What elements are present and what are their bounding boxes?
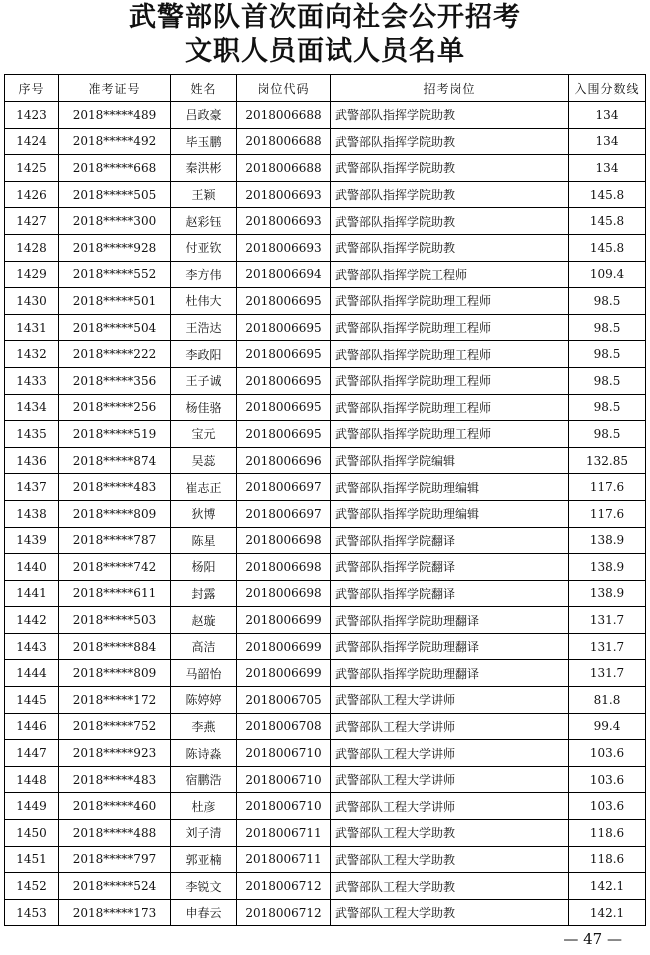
cell-post-code: 2018006712 <box>237 899 331 926</box>
cell-post: 武警部队指挥学院助教 <box>331 181 569 208</box>
cell-serial: 1424 <box>5 128 59 155</box>
cell-post-code: 2018006693 <box>237 208 331 235</box>
cell-serial: 1441 <box>5 580 59 607</box>
table-header-row <box>5 75 646 102</box>
cell-ticket-number: 2018*****519 <box>59 421 171 448</box>
cell-post: 武警部队工程大学助教 <box>331 846 569 873</box>
cell-score-line: 98.5 <box>569 421 646 448</box>
header-post: 招考岗位 <box>331 75 569 102</box>
cell-name: 杜彦 <box>171 793 237 820</box>
cell-serial: 1434 <box>5 394 59 421</box>
cell-score-line: 131.7 <box>569 607 646 634</box>
document-title-line-2: 文职人员面试人员名单 <box>185 36 465 67</box>
cell-serial: 1425 <box>5 155 59 182</box>
cell-post: 武警部队工程大学讲师 <box>331 713 569 740</box>
cell-post: 武警部队指挥学院翻译 <box>331 554 569 581</box>
cell-serial: 1447 <box>5 740 59 767</box>
cell-post: 武警部队指挥学院助理工程师 <box>331 288 569 315</box>
cell-post: 武警部队指挥学院翻译 <box>331 527 569 554</box>
cell-post: 武警部队指挥学院工程师 <box>331 261 569 288</box>
cell-ticket-number: 2018*****503 <box>59 607 171 634</box>
cell-name: 刘子清 <box>171 820 237 847</box>
page-number: — 47 — <box>563 930 622 948</box>
cell-post: 武警部队指挥学院助理翻译 <box>331 660 569 687</box>
cell-ticket-number: 2018*****483 <box>59 766 171 793</box>
cell-score-line: 131.7 <box>569 633 646 660</box>
table-row <box>5 607 646 634</box>
cell-post-code: 2018006698 <box>237 527 331 554</box>
table-row <box>5 181 646 208</box>
cell-post: 武警部队工程大学助教 <box>331 899 569 926</box>
cell-serial: 1444 <box>5 660 59 687</box>
cell-name: 狄博 <box>171 500 237 527</box>
cell-serial: 1452 <box>5 873 59 900</box>
cell-score-line: 117.6 <box>569 474 646 501</box>
cell-post: 武警部队工程大学助教 <box>331 873 569 900</box>
cell-score-line: 138.9 <box>569 580 646 607</box>
cell-name: 杨佳骆 <box>171 394 237 421</box>
cell-post: 武警部队指挥学院助理翻译 <box>331 607 569 634</box>
cell-name: 付亚钦 <box>171 234 237 261</box>
table-row <box>5 687 646 714</box>
cell-name: 王子诚 <box>171 367 237 394</box>
cell-ticket-number: 2018*****300 <box>59 208 171 235</box>
header-ticket-number: 准考证号 <box>59 75 171 102</box>
cell-serial: 1440 <box>5 554 59 581</box>
cell-ticket-number: 2018*****923 <box>59 740 171 767</box>
cell-ticket-number: 2018*****752 <box>59 713 171 740</box>
cell-name: 宿鹏浩 <box>171 766 237 793</box>
cell-name: 赵彩钰 <box>171 208 237 235</box>
cell-post-code: 2018006693 <box>237 181 331 208</box>
cell-serial: 1445 <box>5 687 59 714</box>
cell-serial: 1426 <box>5 181 59 208</box>
cell-ticket-number: 2018*****356 <box>59 367 171 394</box>
cell-post: 武警部队工程大学助教 <box>331 820 569 847</box>
cell-ticket-number: 2018*****552 <box>59 261 171 288</box>
cell-post: 武警部队指挥学院助教 <box>331 128 569 155</box>
cell-ticket-number: 2018*****489 <box>59 102 171 129</box>
cell-post-code: 2018006712 <box>237 873 331 900</box>
cell-post-code: 2018006711 <box>237 846 331 873</box>
cell-post-code: 2018006710 <box>237 766 331 793</box>
cell-post: 武警部队指挥学院助教 <box>331 102 569 129</box>
table-row <box>5 580 646 607</box>
cell-score-line: 134 <box>569 155 646 182</box>
cell-score-line: 103.6 <box>569 740 646 767</box>
cell-serial: 1427 <box>5 208 59 235</box>
cell-ticket-number: 2018*****492 <box>59 128 171 155</box>
cell-post: 武警部队指挥学院助理编辑 <box>331 474 569 501</box>
header-post-code: 岗位代码 <box>237 75 331 102</box>
cell-score-line: 131.7 <box>569 660 646 687</box>
cell-name: 李方伟 <box>171 261 237 288</box>
cell-score-line: 81.8 <box>569 687 646 714</box>
table-row <box>5 554 646 581</box>
table-row <box>5 633 646 660</box>
cell-name: 赵璇 <box>171 607 237 634</box>
table-row <box>5 899 646 926</box>
table-row <box>5 261 646 288</box>
table-row <box>5 793 646 820</box>
cell-name: 封露 <box>171 580 237 607</box>
cell-post-code: 2018006708 <box>237 713 331 740</box>
cell-name: 宝元 <box>171 421 237 448</box>
cell-name: 毕玉鹏 <box>171 128 237 155</box>
cell-ticket-number: 2018*****488 <box>59 820 171 847</box>
cell-score-line: 118.6 <box>569 846 646 873</box>
cell-serial: 1449 <box>5 793 59 820</box>
cell-serial: 1451 <box>5 846 59 873</box>
cell-ticket-number: 2018*****501 <box>59 288 171 315</box>
cell-name: 陈婷婷 <box>171 687 237 714</box>
cell-post-code: 2018006697 <box>237 474 331 501</box>
cell-post-code: 2018006699 <box>237 660 331 687</box>
cell-post: 武警部队指挥学院助理工程师 <box>331 314 569 341</box>
cell-score-line: 134 <box>569 102 646 129</box>
cell-score-line: 117.6 <box>569 500 646 527</box>
cell-name: 杜伟大 <box>171 288 237 315</box>
cell-serial: 1435 <box>5 421 59 448</box>
cell-post-code: 2018006688 <box>237 155 331 182</box>
cell-ticket-number: 2018*****173 <box>59 899 171 926</box>
cell-name: 杨阳 <box>171 554 237 581</box>
cell-post-code: 2018006699 <box>237 607 331 634</box>
cell-post-code: 2018006688 <box>237 128 331 155</box>
table-row <box>5 102 646 129</box>
header-serial: 序号 <box>5 75 59 102</box>
cell-score-line: 98.5 <box>569 341 646 368</box>
header-score-line: 入围分数线 <box>569 75 646 102</box>
cell-serial: 1442 <box>5 607 59 634</box>
header-name: 姓名 <box>171 75 237 102</box>
cell-score-line: 98.5 <box>569 394 646 421</box>
table-row <box>5 846 646 873</box>
cell-name: 陈诗淼 <box>171 740 237 767</box>
cell-name: 王颖 <box>171 181 237 208</box>
cell-post-code: 2018006711 <box>237 820 331 847</box>
table-row <box>5 421 646 448</box>
document-title-line-1: 武警部队首次面向社会公开招考 <box>129 2 521 33</box>
cell-post-code: 2018006699 <box>237 633 331 660</box>
cell-post: 武警部队指挥学院助教 <box>331 155 569 182</box>
cell-ticket-number: 2018*****504 <box>59 314 171 341</box>
cell-name: 郭亚楠 <box>171 846 237 873</box>
table-row <box>5 234 646 261</box>
cell-score-line: 145.8 <box>569 208 646 235</box>
cell-serial: 1450 <box>5 820 59 847</box>
table-row <box>5 288 646 315</box>
cell-post: 武警部队指挥学院助理编辑 <box>331 500 569 527</box>
table-row <box>5 394 646 421</box>
cell-serial: 1432 <box>5 341 59 368</box>
cell-ticket-number: 2018*****524 <box>59 873 171 900</box>
table-row <box>5 447 646 474</box>
table-row <box>5 820 646 847</box>
table-row <box>5 367 646 394</box>
cell-ticket-number: 2018*****928 <box>59 234 171 261</box>
cell-post: 武警部队指挥学院助理翻译 <box>331 633 569 660</box>
cell-post-code: 2018006693 <box>237 234 331 261</box>
cell-ticket-number: 2018*****809 <box>59 660 171 687</box>
cell-post: 武警部队工程大学讲师 <box>331 687 569 714</box>
table-row <box>5 341 646 368</box>
cell-ticket-number: 2018*****611 <box>59 580 171 607</box>
cell-ticket-number: 2018*****256 <box>59 394 171 421</box>
table-row <box>5 660 646 687</box>
cell-score-line: 103.6 <box>569 766 646 793</box>
cell-post: 武警部队指挥学院助教 <box>331 234 569 261</box>
cell-post: 武警部队指挥学院助教 <box>331 208 569 235</box>
cell-name: 李政阳 <box>171 341 237 368</box>
cell-score-line: 145.8 <box>569 234 646 261</box>
cell-name: 王浩达 <box>171 314 237 341</box>
cell-serial: 1423 <box>5 102 59 129</box>
cell-name: 秦洪彬 <box>171 155 237 182</box>
cell-serial: 1439 <box>5 527 59 554</box>
cell-ticket-number: 2018*****809 <box>59 500 171 527</box>
table-row <box>5 500 646 527</box>
cell-serial: 1430 <box>5 288 59 315</box>
cell-serial: 1428 <box>5 234 59 261</box>
cell-ticket-number: 2018*****797 <box>59 846 171 873</box>
cell-serial: 1433 <box>5 367 59 394</box>
cell-ticket-number: 2018*****222 <box>59 341 171 368</box>
cell-ticket-number: 2018*****874 <box>59 447 171 474</box>
cell-ticket-number: 2018*****460 <box>59 793 171 820</box>
cell-serial: 1436 <box>5 447 59 474</box>
cell-name: 李燕 <box>171 713 237 740</box>
candidate-table <box>4 74 646 926</box>
cell-name: 吴蕊 <box>171 447 237 474</box>
cell-serial: 1437 <box>5 474 59 501</box>
cell-score-line: 98.5 <box>569 367 646 394</box>
cell-post: 武警部队工程大学讲师 <box>331 766 569 793</box>
cell-post-code: 2018006695 <box>237 288 331 315</box>
cell-post-code: 2018006696 <box>237 447 331 474</box>
table-row <box>5 740 646 767</box>
cell-post: 武警部队指挥学院编辑 <box>331 447 569 474</box>
cell-name: 崔志正 <box>171 474 237 501</box>
cell-post-code: 2018006710 <box>237 793 331 820</box>
cell-post-code: 2018006710 <box>237 740 331 767</box>
cell-post-code: 2018006698 <box>237 580 331 607</box>
cell-post-code: 2018006694 <box>237 261 331 288</box>
cell-score-line: 145.8 <box>569 181 646 208</box>
cell-ticket-number: 2018*****668 <box>59 155 171 182</box>
cell-name: 高洁 <box>171 633 237 660</box>
cell-post-code: 2018006688 <box>237 102 331 129</box>
cell-score-line: 132.85 <box>569 447 646 474</box>
cell-name: 马韶怡 <box>171 660 237 687</box>
cell-post-code: 2018006697 <box>237 500 331 527</box>
cell-score-line: 138.9 <box>569 527 646 554</box>
cell-score-line: 134 <box>569 128 646 155</box>
table-row <box>5 873 646 900</box>
table-row <box>5 474 646 501</box>
cell-name: 申春云 <box>171 899 237 926</box>
cell-serial: 1453 <box>5 899 59 926</box>
cell-serial: 1443 <box>5 633 59 660</box>
cell-ticket-number: 2018*****884 <box>59 633 171 660</box>
cell-score-line: 103.6 <box>569 793 646 820</box>
cell-serial: 1446 <box>5 713 59 740</box>
cell-post: 武警部队指挥学院助理工程师 <box>331 394 569 421</box>
cell-post: 武警部队指挥学院助理工程师 <box>331 341 569 368</box>
table-row <box>5 527 646 554</box>
cell-post-code: 2018006695 <box>237 314 331 341</box>
cell-score-line: 109.4 <box>569 261 646 288</box>
cell-ticket-number: 2018*****742 <box>59 554 171 581</box>
table-row <box>5 155 646 182</box>
cell-ticket-number: 2018*****505 <box>59 181 171 208</box>
cell-ticket-number: 2018*****483 <box>59 474 171 501</box>
cell-post-code: 2018006698 <box>237 554 331 581</box>
table-row <box>5 314 646 341</box>
table-row <box>5 713 646 740</box>
table-row <box>5 208 646 235</box>
cell-score-line: 98.5 <box>569 288 646 315</box>
cell-serial: 1448 <box>5 766 59 793</box>
cell-post: 武警部队工程大学讲师 <box>331 793 569 820</box>
cell-score-line: 138.9 <box>569 554 646 581</box>
cell-name: 李锐文 <box>171 873 237 900</box>
cell-score-line: 142.1 <box>569 873 646 900</box>
cell-serial: 1438 <box>5 500 59 527</box>
cell-name: 陈星 <box>171 527 237 554</box>
cell-post: 武警部队工程大学讲师 <box>331 740 569 767</box>
table-row <box>5 766 646 793</box>
cell-score-line: 118.6 <box>569 820 646 847</box>
table-row <box>5 128 646 155</box>
cell-serial: 1429 <box>5 261 59 288</box>
cell-post: 武警部队指挥学院助理工程师 <box>331 421 569 448</box>
cell-post-code: 2018006695 <box>237 421 331 448</box>
cell-ticket-number: 2018*****172 <box>59 687 171 714</box>
cell-score-line: 98.5 <box>569 314 646 341</box>
cell-post: 武警部队指挥学院助理工程师 <box>331 367 569 394</box>
cell-ticket-number: 2018*****787 <box>59 527 171 554</box>
cell-post-code: 2018006705 <box>237 687 331 714</box>
cell-post: 武警部队指挥学院翻译 <box>331 580 569 607</box>
cell-serial: 1431 <box>5 314 59 341</box>
cell-post-code: 2018006695 <box>237 394 331 421</box>
cell-score-line: 142.1 <box>569 899 646 926</box>
cell-post-code: 2018006695 <box>237 367 331 394</box>
cell-score-line: 99.4 <box>569 713 646 740</box>
cell-post-code: 2018006695 <box>237 341 331 368</box>
cell-name: 吕政豪 <box>171 102 237 129</box>
